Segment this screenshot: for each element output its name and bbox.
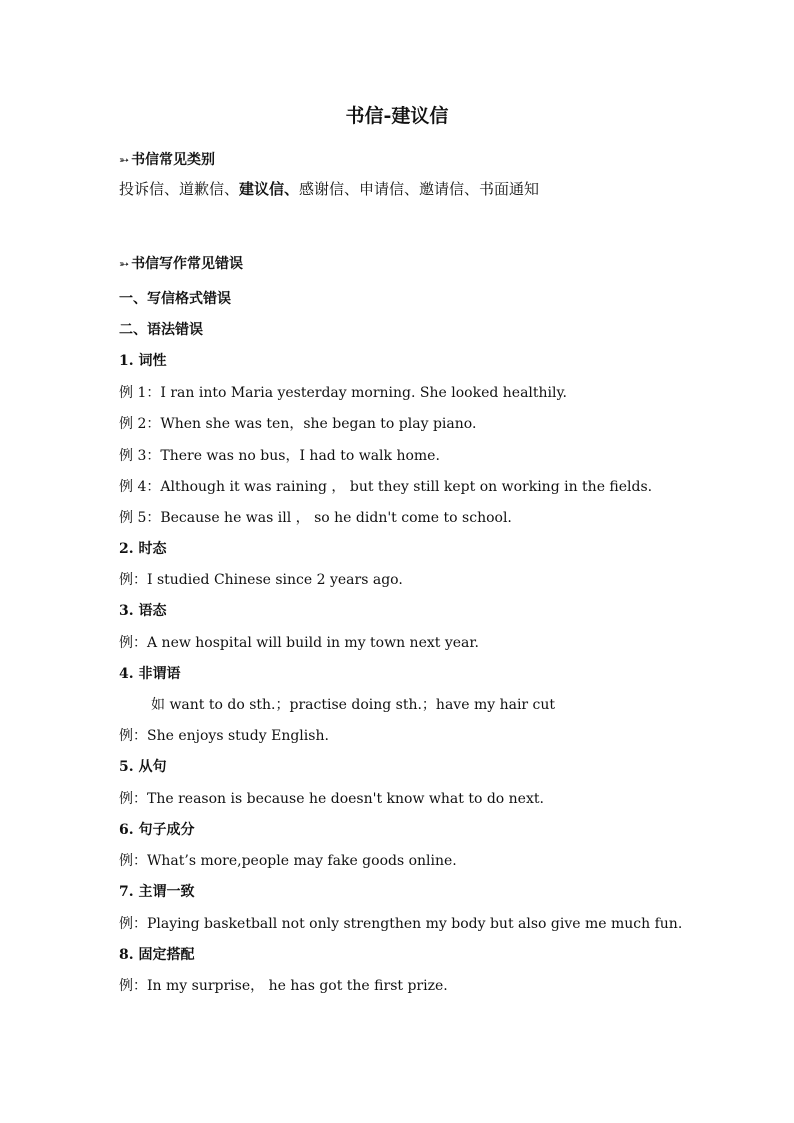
arrow-icon: ➳ [119,257,130,271]
letter-types-list [119,179,539,199]
example-line: 例 2：When she was ten，she began to play piano. [119,416,477,432]
grammar-heading: 1. 词性 [119,353,167,369]
grammar-heading: 8. 固定搭配 [119,947,195,963]
example-line: 例：A new hospital will build in my town next year. [119,635,479,651]
example-line: 例 4：Although it was raining ， but they still kept on working in the fields. [119,479,653,495]
grammar-heading: 6. 句子成分 [119,822,195,838]
example-line: 例：I studied Chinese since 2 years ago. [119,572,403,588]
section-heading-text: 书信写作常见错误 [131,256,244,272]
example-line: 如 want to do sth.；practise doing sth.；have my hair cut [151,697,556,713]
example-line: 例：Playing basketball not only strengthen my body but also give me much fun. [119,916,683,932]
example-line: 例 5：Because he was ill ， so he didn't come to school. [119,510,512,526]
error-part-grammar: 二、语法错误 [119,322,203,338]
letter-types-after: 感谢信、申请信、邀请信、书面通知 [299,180,540,198]
example-line: 例：What’s more,people may fake goods online. [119,853,457,869]
section-heading-letter-types [119,150,215,170]
grammar-heading: 3. 语态 [119,603,167,619]
page-title: 书信-建议信 [345,105,449,127]
arrow-icon: ➳ [119,153,130,167]
example-line: 例：She enjoys study English. [119,728,329,744]
example-line: 例：The reason is because he doesn't know what to do next. [119,791,544,807]
section-heading-common-errors [119,254,243,274]
grammar-heading: 2. 时态 [119,541,167,557]
example-line: 例 3：There was no bus，I had to walk home. [119,448,440,464]
example-line: 例：In my surprise， he has got the first prize. [119,978,448,994]
example-line: 例 1：I ran into Maria yesterday morning. She looked healthily. [119,385,567,401]
error-part-format: 一、写信格式错误 [119,291,231,307]
grammar-heading: 5. 从句 [119,759,167,775]
grammar-heading: 4. 非谓语 [119,666,181,682]
grammar-heading: 7. 主谓一致 [119,884,195,900]
letter-types-before: 投诉信、道歉信、 [119,180,240,198]
section-heading-text: 书信常见类别 [131,152,216,168]
letter-types-highlight: 建议信、 [239,180,300,198]
